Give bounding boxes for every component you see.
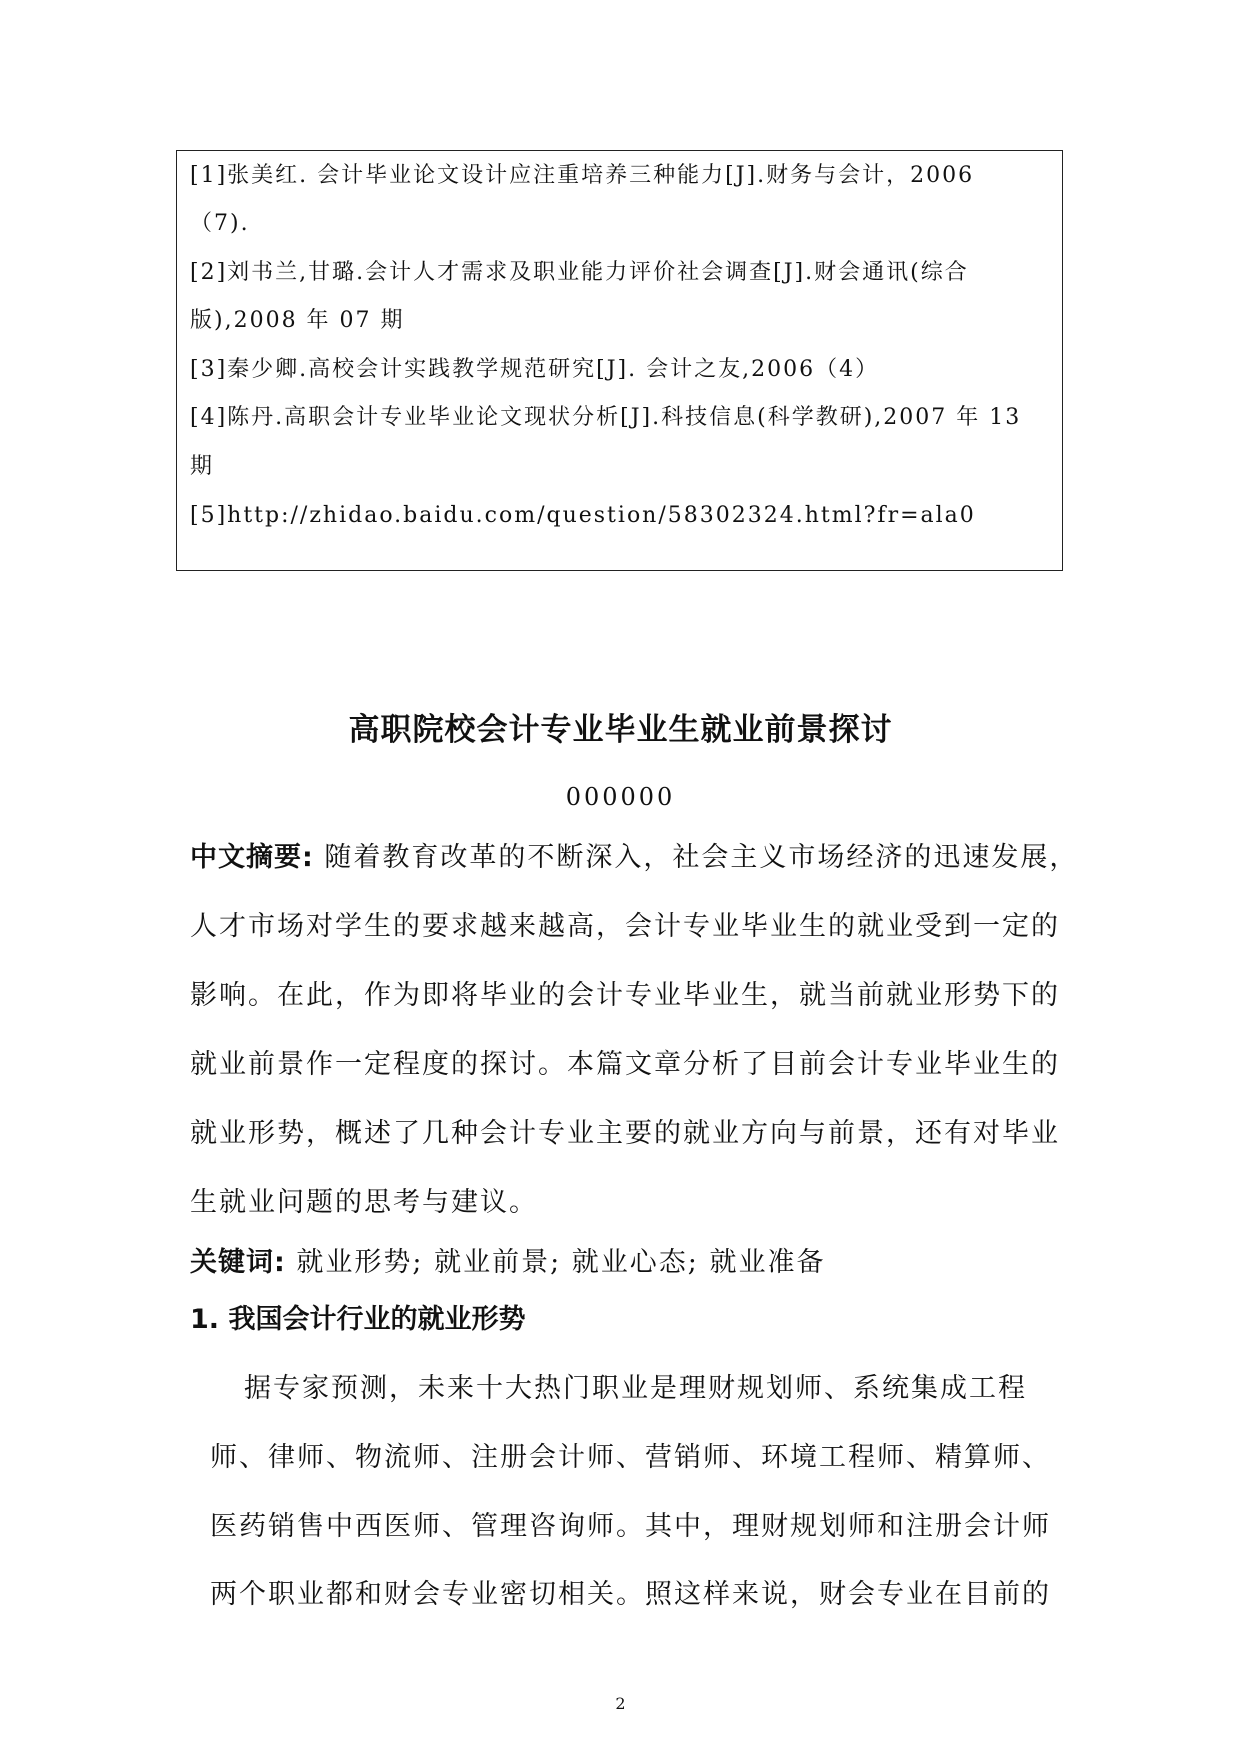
page-number: 2 bbox=[615, 1694, 626, 1713]
section-paragraph-line: 医药销售中西医师、管理咨询师。其中，理财规划师和注册会计师 bbox=[210, 1511, 1051, 1542]
abstract-line: 生就业问题的思考与建议。 bbox=[190, 1187, 538, 1218]
section-paragraph-line: 据专家预测，未来十大热门职业是理财规划师、系统集成工程 bbox=[244, 1373, 1027, 1404]
abstract-line: 人才市场对学生的要求越来越高，会计专业毕业生的就业受到一定的 bbox=[190, 911, 1060, 942]
reference-line: [5]http://zhidao.baidu.com/question/58302324.html?fr=ala0 bbox=[190, 503, 976, 528]
section-heading: 1. 我国会计行业的就业形势 bbox=[190, 1304, 526, 1335]
abstract-text: 随着教育改革的不断深入，社会主义市场经济的迅速发展， bbox=[324, 842, 1079, 873]
abstract-line: 影响。在此，作为即将毕业的会计专业毕业生，就当前就业形势下的 bbox=[190, 980, 1060, 1011]
author: 000000 bbox=[565, 783, 676, 811]
reference-line: 期 bbox=[190, 454, 215, 479]
section-paragraph-line: 师、律师、物流师、注册会计师、营销师、环境工程师、精算师、 bbox=[210, 1442, 1051, 1473]
reference-line: [2]刘书兰,甘璐.会计人才需求及职业能力评价社会调查[J].财会通讯(综合 bbox=[190, 260, 969, 285]
keywords-line bbox=[190, 1243, 825, 1283]
reference-line: （7). bbox=[190, 211, 250, 236]
abstract-line: 就业前景作一定程度的探讨。本篇文章分析了目前会计专业毕业生的 bbox=[190, 1049, 1060, 1080]
reference-line: [4]陈丹.高职会计专业毕业论文现状分析[J].科技信息(科学教研),2007 年 13 bbox=[190, 405, 1022, 430]
reference-line: [1]张美红. 会计毕业论文设计应注重培养三种能力[J].财务与会计，2006 bbox=[190, 163, 975, 188]
keywords-label: 关键词: bbox=[190, 1247, 286, 1278]
article-title: 高职院校会计专业毕业生就业前景探讨 bbox=[348, 712, 893, 748]
keywords-text: 就业形势; 就业前景; 就业心态; 就业准备 bbox=[296, 1247, 826, 1278]
section-paragraph-line: 两个职业都和财会专业密切相关。照这样来说，财会专业在目前的 bbox=[210, 1579, 1051, 1610]
reference-line: 版),2008 年 07 期 bbox=[190, 308, 405, 333]
abstract-line: 就业形势，概述了几种会计专业主要的就业方向与前景，还有对毕业 bbox=[190, 1118, 1060, 1149]
abstract-label: 中文摘要: bbox=[190, 842, 314, 873]
reference-line: [3]秦少卿.高校会计实践教学规范研究[J]. 会计之友,2006（4） bbox=[190, 357, 880, 382]
abstract-first-line bbox=[190, 838, 1078, 878]
